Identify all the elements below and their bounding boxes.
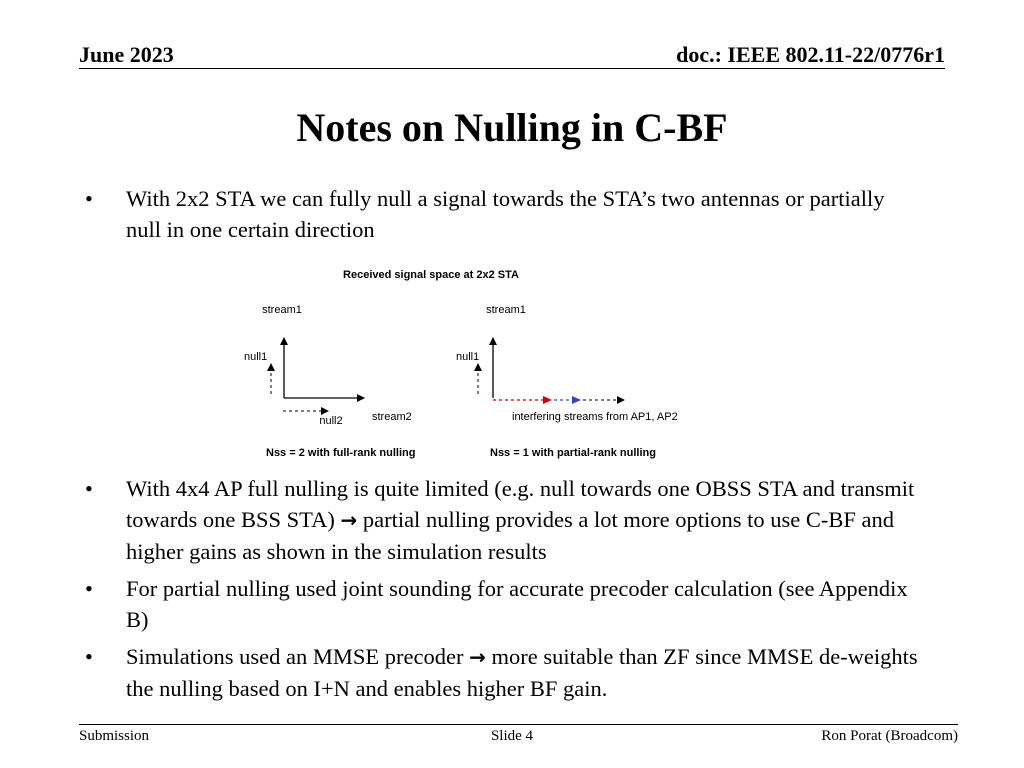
bullet-text: For partial nulling used joint sounding for accurate precoder calculation (see Appendix B) xyxy=(126,576,908,632)
bullet-text: With 2x2 STA we can fully null a signal towards the STA’s two antennas or partially null in one certain direction xyxy=(126,186,885,242)
left-caption: Nss = 2 with full-rank nulling xyxy=(266,447,416,459)
bullet-dot: • xyxy=(85,186,93,211)
right-arrow-icon: → xyxy=(340,508,358,532)
footer-rule xyxy=(79,724,958,725)
bullet-list-bottom xyxy=(85,473,925,710)
bullet-list-top xyxy=(85,183,925,251)
bullet-dot: • xyxy=(85,644,93,669)
header-rule xyxy=(79,68,945,69)
bullet-text-before: Simulations used an MMSE precoder xyxy=(126,644,470,669)
footer-slide-number: Slide 4 xyxy=(490,728,534,744)
right-null1-label: null1 xyxy=(456,351,480,363)
bullet-item xyxy=(85,573,925,635)
signal-space-diagram xyxy=(228,258,708,463)
footer-author: Ron Porat (Broadcom) xyxy=(821,728,958,744)
bullet-item xyxy=(85,641,925,704)
interference-label: interfering streams from AP1, AP2 xyxy=(512,411,678,423)
slide-title: Notes on Nulling in C-BF xyxy=(296,105,728,150)
left-null2-label: null2 xyxy=(319,415,343,427)
bullet-text-after: more suitable than ZF since MMSE de-weights the nulling based on I+N and enables higher BF gain. xyxy=(126,644,918,701)
header-doc-id: doc.: IEEE 802.11-22/0776r1 xyxy=(676,42,945,67)
right-arrow-icon: → xyxy=(469,645,486,669)
bullet-dot: • xyxy=(85,576,93,601)
right-stream1-label: stream1 xyxy=(486,304,526,316)
left-stream1-label: stream1 xyxy=(262,304,302,316)
bullet-item xyxy=(85,183,925,245)
footer-submission: Submission xyxy=(79,728,150,744)
bullet-dot: • xyxy=(85,476,93,501)
header-date: June 2023 xyxy=(79,42,174,67)
bullet-text-before: With 4x4 AP full nulling is quite limited (e.g. null towards one OBSS STA and transmit towards one BSS STA) xyxy=(126,476,915,532)
bullet-text-after: partial nulling provides a lot more options to use C-BF and higher gains as shown in the simulation results xyxy=(126,507,895,564)
diagram-title: Received signal space at 2x2 STA xyxy=(343,269,519,281)
left-null1-label: null1 xyxy=(244,351,268,363)
bullet-item xyxy=(85,473,925,567)
right-caption: Nss = 1 with partial-rank nulling xyxy=(490,447,656,459)
left-stream2-label: stream2 xyxy=(372,411,412,423)
